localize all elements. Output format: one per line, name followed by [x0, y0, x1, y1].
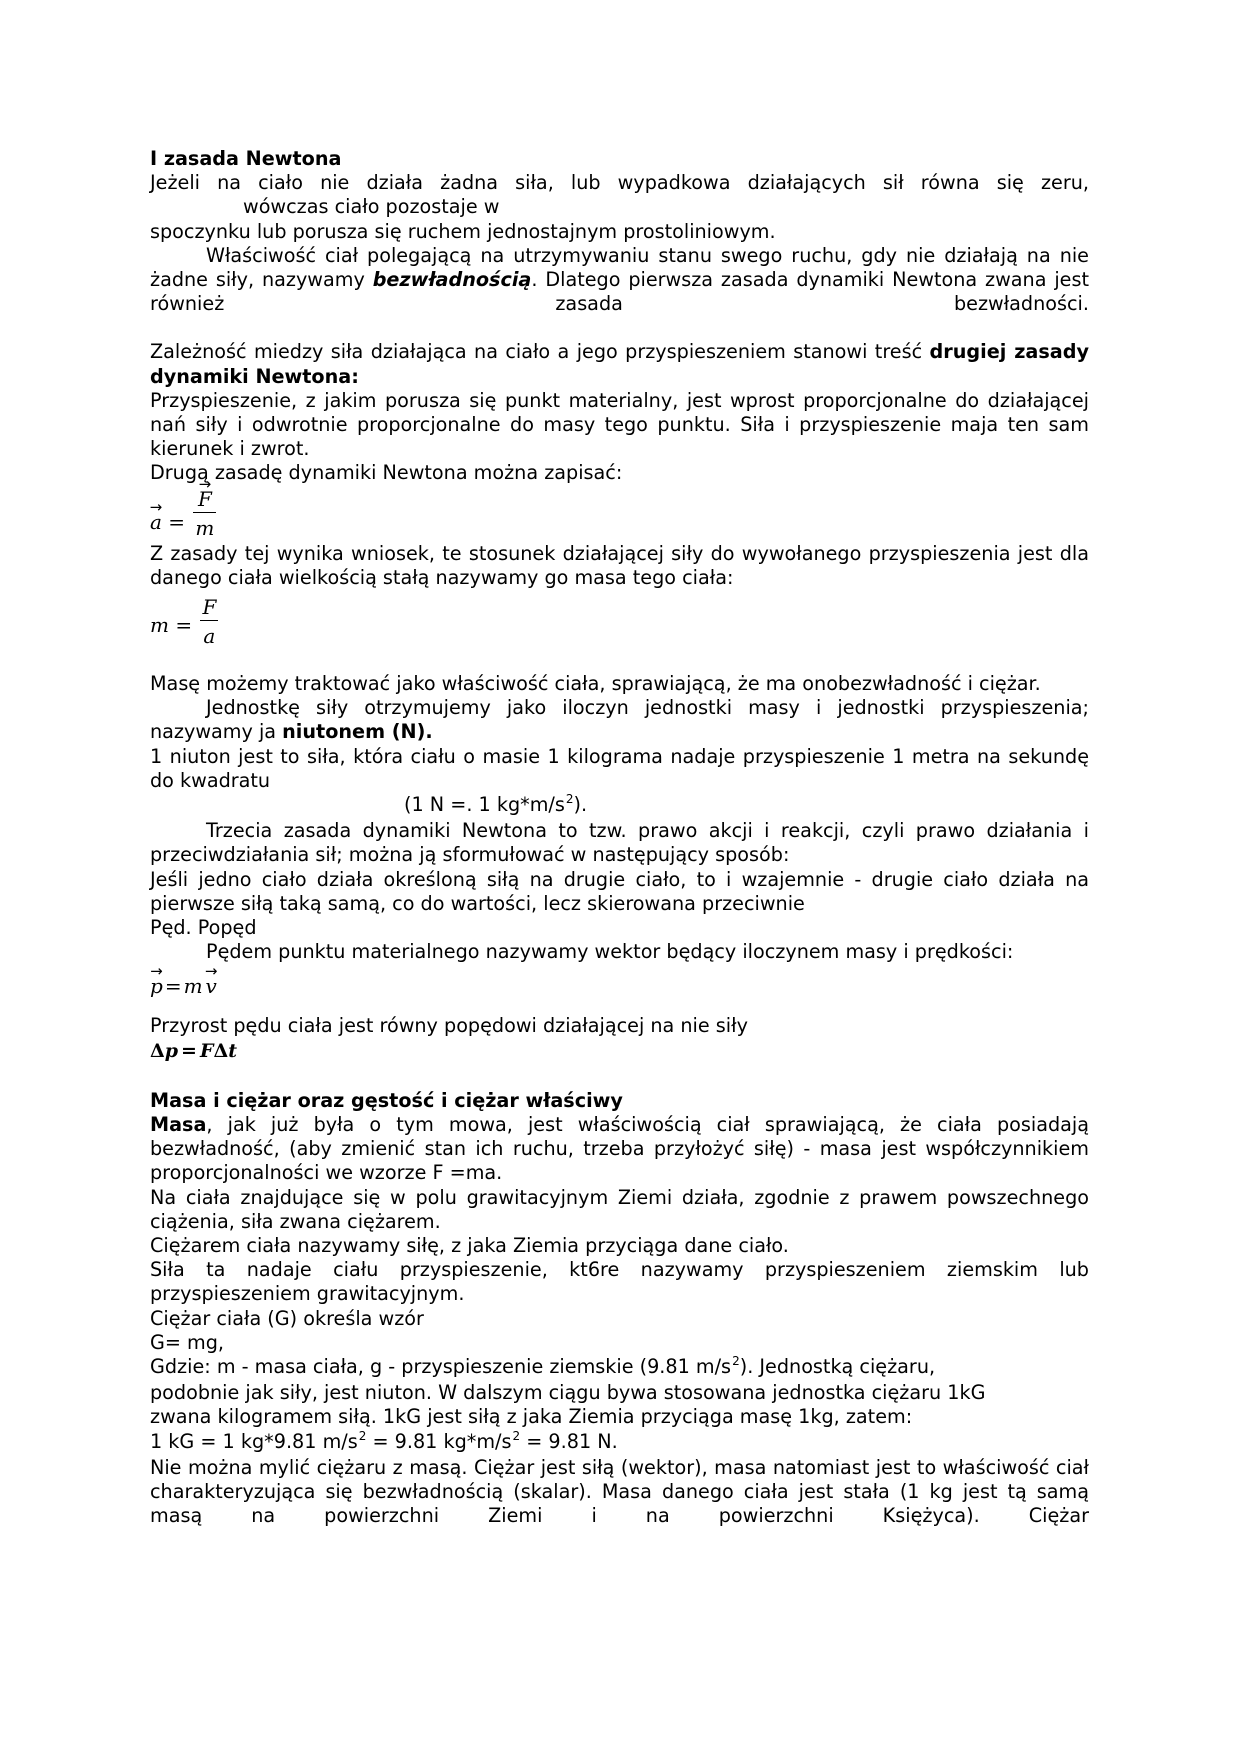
- spacer: [150, 316, 1089, 340]
- spacer: [150, 1069, 1089, 1089]
- text: = 9.81 N.: [520, 1429, 618, 1453]
- text: Właściwość ciał polegającą na utrzymywaniu stanu swego ruchu, gdy nie działają na nie żadne siły, nazywamy: [150, 243, 1089, 292]
- fraction-denominator: a: [200, 620, 218, 651]
- paragraph-newton-unit: [150, 696, 1089, 744]
- paragraph-line: spoczynku lub porusza się ruchem jednostajnym prostoliniowym.: [150, 219, 776, 243]
- text: , jak już była o tym mowa, jest właściwością ciał sprawiającą, że ciała posiadają bezwładność, (aby zmienić stan ich ruchu, trzeba przyłożyć siłę) - masa jest współczynnikiem proporcjonalności we wzorze F =ma.: [150, 1112, 1089, 1185]
- symbol-m: m: [183, 974, 203, 999]
- formula-p-equals-mv: [150, 964, 1089, 1014]
- delta-symbol: Δ: [150, 1039, 165, 1062]
- equals-sign: =: [168, 509, 186, 534]
- paragraph-line: [150, 1430, 1089, 1456]
- fraction-denominator: m: [193, 512, 216, 543]
- paragraph-momentum: Pędem punktu materialnego nazywamy wektor będący iloczynem masy i prędkości:: [206, 940, 1014, 964]
- fraction: [193, 476, 216, 543]
- text: . Dlatego pierwsza zasada dynamiki Newtona zwana jest również zasada bezwładności.: [150, 268, 1089, 316]
- paragraph-line: wówczas ciało pozostaje w: [243, 195, 500, 219]
- heading-first-law: I zasada Newtona: [150, 147, 342, 170]
- text: Gdzie: m - masa ciała, g - przyspieszenie ziemskie (9.81 m/s: [150, 1354, 732, 1378]
- paragraph-gravitational-acceleration: Siła ta nadaje ciału przyspieszenie, kt6re nazywamy przyspieszeniem ziemskim lub przyspieszeniem grawitacyjnym.: [150, 1258, 1089, 1306]
- paragraph-mass-definition: Z zasady tej wynika wniosek, te stosunek działającej siły do wywołanego przyspieszenia jest dla danego ciała wielkością stałą nazywamy go masa tego ciała:: [150, 541, 1089, 589]
- paragraph-mass-vs-weight: Nie można mylić ciężaru z masą. Ciężar jest siłą (wektor), masa natomiast jest to właściwość ciał charakteryzująca się bezwładnością (skalar). Masa danego ciała jest stała (1 kg jest tą samą masą na powierzchni Ziemi i na powierzchni Księżyca). Ciężar: [150, 1455, 1089, 1528]
- fraction-numerator: F: [202, 595, 217, 620]
- paragraph-third-law: Trzecia zasada dynamiki Newtona to tzw. prawo akcji i reakcji, czyli prawo działania i przeciwdziałania sił; można ją sformułować w następujący sposób:: [150, 819, 1089, 867]
- superscript: 2: [512, 1428, 521, 1443]
- equals-sign: =: [164, 974, 182, 999]
- paragraph-newton-definition: 1 niuton jest to siła, która ciału o masie 1 kilograma nadaje przyspieszenie 1 metra na sekundę do kwadratu: [150, 744, 1089, 792]
- paragraph-impulse: Przyrost pędu ciała jest równy popędowi działającej na nie siły: [150, 1014, 748, 1038]
- paragraph-line: [150, 1355, 1089, 1381]
- document-page: [150, 147, 1089, 1528]
- equals-sign: =: [175, 613, 193, 638]
- fraction: [200, 594, 218, 651]
- symbol-m: m: [150, 613, 169, 638]
- text: Jednostkę siły otrzymujemy jako iloczyn jednostki masy i jednostki przyspieszenia; nazywamy ja: [150, 696, 1089, 744]
- emphasis-newton: niutonem (N).: [282, 720, 433, 744]
- heading-mass-weight: Masa i ciężar oraz gęstość i ciężar właściwy: [150, 1088, 623, 1112]
- text: = 9.81 kg*m/s: [366, 1429, 512, 1453]
- superscript: 2: [732, 1353, 740, 1368]
- paragraph-line: zwana kilogramem siłą. 1kG jest siłą z jaka Ziemia przyciąga masę 1kg, zatem:: [150, 1405, 913, 1429]
- paragraph-formula-intro: Drugą zasadę dynamiki Newtona można zapisać:: [150, 461, 623, 485]
- paragraph-action-reaction: Jeśli jedno ciało działa określoną siłą na drugie ciało, to i wzajemnie - drugie ciało działa na pierwsze siłą taką samą, co do wartości, lecz skierowana przeciwnie: [150, 867, 1089, 915]
- vector-a: → a: [150, 500, 162, 534]
- emphasis-inertia: bezwładnością: [372, 268, 532, 292]
- paragraph-inertia: [150, 244, 1089, 317]
- vector-p: → p: [150, 964, 163, 998]
- emphasis-mass: Masa: [150, 1112, 207, 1136]
- formula-impulse: [150, 1039, 1089, 1069]
- text: ). Jednostką ciężaru,: [739, 1354, 936, 1378]
- paragraph-weight-definition: Ciężarem ciała nazywamy siłę, z jaka Ziemia przyciąga dane ciało.: [150, 1233, 789, 1257]
- paragraph-mass: [150, 1113, 1089, 1186]
- formula-a-equals-f-over-m: [150, 486, 1089, 540]
- subheading-momentum: Pęd. Popęd: [150, 916, 257, 940]
- text: Zależność miedzy siła działająca na ciało a jego przyspieszeniem stanowi treść: [150, 340, 930, 364]
- symbol-p: p: [164, 1039, 179, 1062]
- vector-f: → F: [198, 476, 212, 512]
- superscript: 2: [565, 792, 574, 807]
- delta-symbol: Δ: [213, 1039, 229, 1062]
- formula-m-equals-f-over-a: [150, 590, 1089, 672]
- equals-sign: =: [181, 1039, 197, 1062]
- symbol-f: F: [199, 1039, 214, 1062]
- emphasis-second-law: drugiej zasady dynamiki Newtona:: [150, 340, 1089, 388]
- paragraph-acceleration: Przyspieszenie, z jakim porusza się punkt materialny, jest wprost proporcjonalne do działającej nań siły i odwrotnie proporcjonalne do masy tego punktu. Siła i przyspieszenie maja ten sam kierunek i zwrot.: [150, 388, 1089, 461]
- symbol-t: t: [228, 1039, 237, 1062]
- paragraph-newton-units: [150, 793, 1089, 819]
- fraction-numerator: [193, 476, 216, 512]
- paragraph-line: Jeżeli na ciało nie działa żadna siła, lub wypadkowa działających sił równa się zeru,: [150, 171, 1089, 195]
- paragraph-weight-formula: G= mg,: [150, 1330, 225, 1354]
- paragraph-weight-formula-intro: Ciężar ciała (G) określa wzór: [150, 1306, 424, 1330]
- paragraph-gravity-field: Na ciała znajdujące się w polu grawitacyjnym Ziemi działa, zgodnie z prawem powszechnego ciążenia, siła zwana ciężarem.: [150, 1185, 1089, 1233]
- text: ).: [573, 793, 588, 817]
- paragraph-second-law-intro: [150, 340, 1089, 388]
- paragraph-mass-property: Masę możemy traktować jako właściwość ciała, sprawiającą, że ma onobezwładność i ciężar.: [150, 672, 1041, 696]
- text: (1 N =. 1 kg*m/s: [404, 793, 565, 817]
- paragraph-line: podobnie jak siły, jest niuton. W dalszym ciągu bywa stosowana jednostka ciężaru 1kG: [150, 1381, 986, 1405]
- text: 1 kG = 1 kg*9.81 m/s: [150, 1429, 358, 1453]
- superscript: 2: [358, 1428, 367, 1443]
- vector-v: → v: [206, 964, 217, 998]
